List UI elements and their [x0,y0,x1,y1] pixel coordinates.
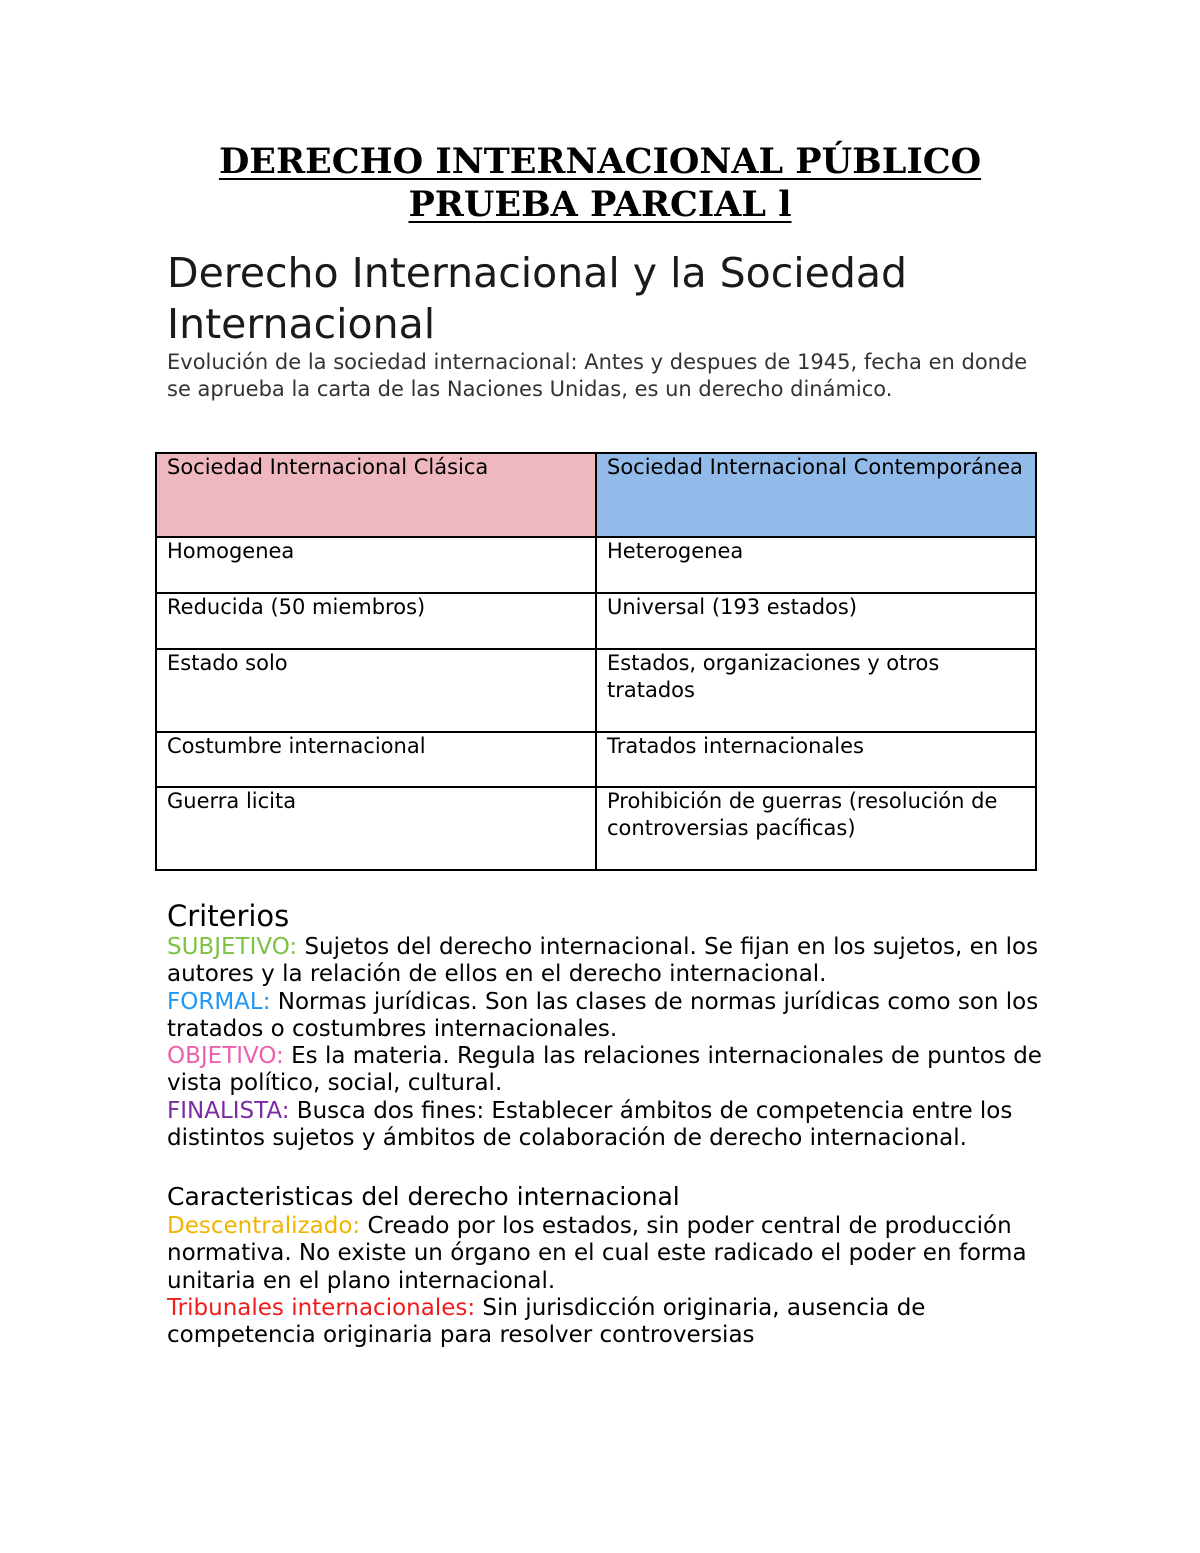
criterio-text: Sujetos del derecho internacional. Se fijan en los sujetos, en los autores y la relación de ellos en el derecho internacional. [167,934,1039,988]
criterios-heading: Criterios [167,899,290,933]
table-cell: Prohibición de guerras (resolución de controversias pacíficas) [596,787,1036,870]
table-cell: Estado solo [156,649,596,732]
document-title-line2: PRUEBA PARCIAL l [408,184,792,225]
table-header-row [156,453,1036,537]
criterio-objetivo [167,1043,1047,1098]
caracteristica-label: Tribunales internacionales: [167,1294,476,1321]
table-header-contemporary: Sociedad Internacional Contemporánea [596,453,1036,537]
intro-paragraph: Evolución de la sociedad internacional: Antes y despues de 1945, fecha en donde se aprueba la carta de las Naciones Unidas, es un derecho dinámico. [167,350,1028,401]
caracteristica-text: Sin jurisdicción originaria, ausencia de competencia originaria para resolver controversias [167,1294,926,1349]
table-cell: Tratados internacionales [596,732,1036,787]
criterio-label: OBJETIVO: [167,1043,284,1070]
caracteristica-label: Descentralizado: [167,1213,361,1239]
table-row [156,593,1036,649]
criterio-label: FORMAL: [167,988,271,1015]
criterio-text: Normas jurídicas. Son las clases de normas jurídicas como son los tratados o costumbres internacionales. [167,988,1039,1042]
criterio-formal [167,989,1047,1044]
table-header-classic: Sociedad Internacional Clásica [156,453,596,537]
table-cell: Costumbre internacional [156,732,596,787]
table-cell: Heterogenea [596,537,1036,593]
caracteristica-descentralizado [167,1213,1047,1295]
criterios-list [167,934,1047,1152]
criterio-subjetivo [167,934,1047,989]
section-heading: Derecho Internacional y la Sociedad Internacional [167,249,908,348]
table-row [156,732,1036,787]
comparison-table [155,452,1037,871]
table-cell: Universal (193 estados) [596,593,1036,649]
table-row [156,649,1036,732]
criterio-text: Busca dos fines: Establecer ámbitos de competencia entre los distintos sujetos y ámbitos de colaboración de derecho internacional. [167,1097,1013,1152]
table-row [156,787,1036,870]
table-row [156,537,1036,593]
caracteristicas-list [167,1213,1047,1349]
criterio-label: SUBJETIVO: [167,934,298,960]
table-cell: Homogenea [156,537,596,593]
document-title-line1: DERECHO INTERNACIONAL PÚBLICO [218,141,982,182]
caracteristica-text: Creado por los estados, sin poder central de producción normativa. No existe un órgano en el cual este radicado el poder en forma unitaria en el plano internacional. [167,1213,1027,1294]
table-cell: Reducida (50 miembros) [156,593,596,649]
table-cell: Estados, organizaciones y otros tratados [596,649,1036,732]
table-cell: Guerra licita [156,787,596,870]
criterio-finalista [167,1098,1047,1153]
caracteristicas-heading: Caracteristicas del derecho internacional [167,1182,680,1211]
caracteristica-tribunales [167,1295,1047,1350]
criterio-label: FINALISTA: [167,1097,290,1124]
criterio-text: Es la materia. Regula las relaciones internacionales de puntos de vista político, social, cultural. [167,1043,1042,1097]
